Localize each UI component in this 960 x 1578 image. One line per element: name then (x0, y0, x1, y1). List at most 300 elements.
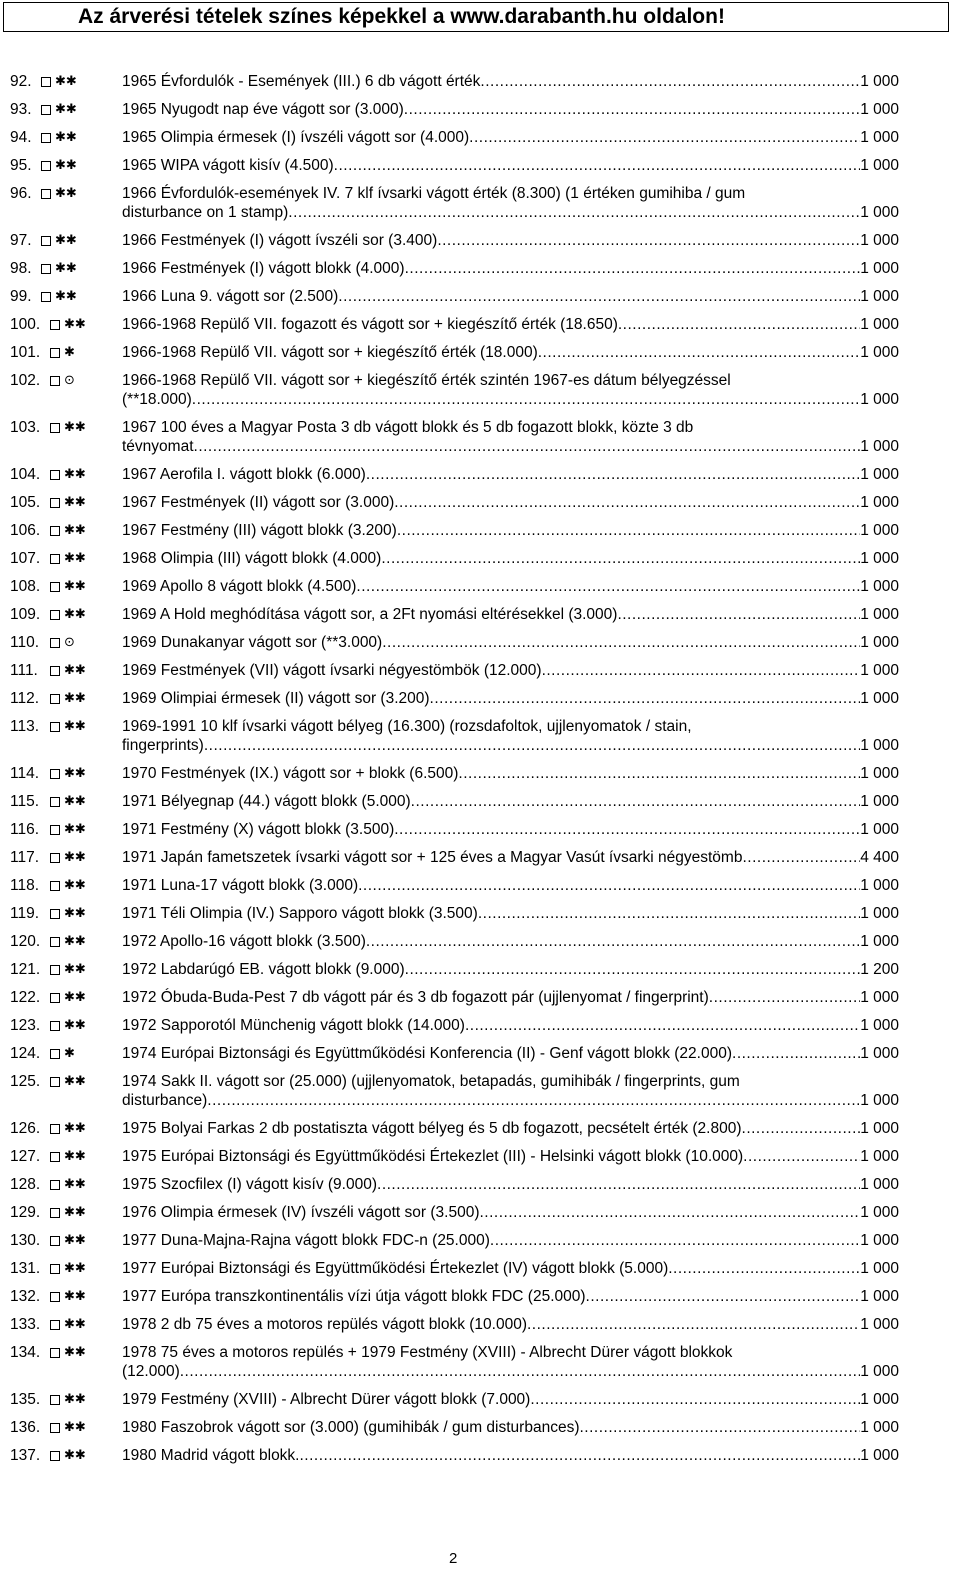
lot-description-text: 1977 Duna-Majna-Rajna vágott blokk FDC-n (25.000) (122, 1232, 490, 1249)
checkbox-square-icon (50, 526, 60, 536)
lot-price: 1 000 (860, 1363, 899, 1380)
lot-price: 1 000 (860, 1204, 899, 1221)
lot-item (0, 1442, 960, 1470)
dot-leader (180, 1362, 860, 1381)
lot-price: 1 000 (860, 1419, 899, 1436)
lot-description-text: 1965 WIPA vágott kisív (4.500) (122, 157, 334, 174)
lot-item (0, 1311, 960, 1339)
dot-leader (381, 549, 860, 568)
lot-description (122, 661, 899, 680)
lot-description-text: 1977 Európai Biztonsági és Együttműködési Értekezlet (IV) vágott blokk (5.000) (122, 1260, 669, 1277)
lot-description-text: 1971 Festmény (X) vágott blokk (3.500) (122, 821, 395, 838)
lot-description-text: 1966 Festmények (I) vágott blokk (4.000) (122, 260, 405, 277)
lot-description-text: tévnyomat (122, 438, 194, 455)
lot-description (122, 1418, 899, 1437)
lot-item (0, 124, 960, 152)
mint-asterisk-icon: ✱✱ (64, 420, 86, 435)
lot-description (122, 156, 899, 175)
lot-number: 131. (10, 1260, 41, 1277)
lot-number: 132. (10, 1288, 41, 1305)
lot-item (0, 283, 960, 311)
lot-item (0, 489, 960, 517)
lot-description (122, 1203, 899, 1222)
condition-marks (50, 876, 86, 895)
dot-leader (579, 1418, 860, 1437)
lot-item (0, 900, 960, 928)
checkbox-square-icon (50, 722, 60, 732)
lot-item (0, 1283, 960, 1311)
lot-number: 115. (10, 793, 40, 810)
lot-description (122, 988, 899, 1007)
lot-number: 100. (10, 316, 41, 333)
lot-price: 1 000 (860, 73, 899, 90)
lot-price: 1 000 (860, 1148, 899, 1165)
lot-description (122, 1016, 899, 1035)
lot-description-text: 1967 Aerofila I. vágott blokk (6.000) (122, 466, 366, 483)
lot-price: 1 000 (860, 1447, 899, 1464)
checkbox-square-icon (41, 133, 51, 143)
lot-description (122, 1446, 899, 1465)
mint-asterisk-icon: ✱✱ (64, 691, 86, 706)
checkbox-square-icon (50, 1320, 60, 1330)
mint-asterisk-icon: ✱✱ (64, 1345, 86, 1360)
dot-leader (480, 72, 860, 91)
lot-description-text: 1969 Dunakanyar vágott sor (**3.000) (122, 634, 383, 651)
mint-asterisk-icon: ✱✱ (64, 1233, 86, 1248)
lot-item (0, 844, 960, 872)
mint-asterisk-icon: ✱✱ (55, 289, 77, 304)
lot-description-text: 1967 Festmény (III) vágott blokk (3.200) (122, 522, 397, 539)
lot-number: 93. (10, 101, 32, 118)
lot-number: 99. (10, 288, 32, 305)
condition-marks (50, 1287, 86, 1306)
lot-description (122, 1390, 899, 1409)
condition-marks (50, 1175, 86, 1194)
lot-number: 101. (10, 344, 41, 361)
lot-price: 1 000 (860, 550, 899, 567)
condition-marks (50, 717, 86, 736)
lot-description-text: 1979 Festmény (XVIII) - Albrecht Dürer vágott blokk (7.000) (122, 1391, 531, 1408)
mint-asterisk-icon: ✱✱ (55, 130, 77, 145)
lot-description-text: 1969 Apollo 8 vágott blokk (4.500) (122, 578, 357, 595)
condition-marks (50, 521, 86, 540)
lot-description (122, 465, 899, 484)
lot-description (122, 100, 899, 119)
mint-asterisk-icon: ✱✱ (64, 1448, 86, 1463)
lot-description-text: 1975 Szocfilex (I) vágott kisív (9.000) (122, 1176, 378, 1193)
lot-item (0, 1339, 960, 1386)
checkbox-square-icon (41, 189, 51, 199)
condition-marks (50, 1147, 86, 1166)
dot-leader (542, 661, 861, 680)
lot-item (0, 984, 960, 1012)
lot-description (122, 1287, 899, 1306)
dot-leader (382, 633, 860, 652)
lot-description-text: 1970 Festmények (IX.) vágott sor + blokk (6.500) (122, 765, 459, 782)
lot-item (0, 414, 960, 461)
condition-marks (41, 287, 77, 306)
dot-leader (377, 1175, 860, 1194)
dot-leader (430, 689, 861, 708)
mint-asterisk-icon: ✱✱ (64, 467, 86, 482)
dot-leader (204, 736, 860, 755)
lot-description-text: 1980 Madrid vágott blokk. (122, 1447, 300, 1464)
checkbox-square-icon (50, 769, 60, 779)
dot-leader (405, 960, 861, 979)
lot-number: 124. (10, 1045, 41, 1062)
lot-number: 104. (10, 466, 41, 483)
condition-marks (50, 315, 86, 334)
mint-asterisk-icon: ✱✱ (64, 1205, 86, 1220)
lot-item (0, 68, 960, 96)
lot-description-text: 1980 Faszobrok vágott sor (3.000) (gumihibák / gum disturbances) (122, 1419, 580, 1436)
dot-leader (192, 390, 860, 409)
lot-description (122, 1044, 899, 1063)
checkbox-square-icon (50, 470, 60, 480)
dot-leader (530, 1390, 860, 1409)
dot-leader (743, 1147, 860, 1166)
condition-marks (41, 100, 77, 119)
lot-description-text: 1977 Európa transzkontinentális vízi útja vágott blokk FDC (25.000) (122, 1288, 586, 1305)
lot-price: 1 000 (860, 1288, 899, 1305)
lot-description (122, 315, 899, 334)
lot-description-text: 1965 Nyugodt nap éve vágott sor (3.000) (122, 101, 404, 118)
page-header-banner (3, 2, 949, 32)
dot-leader (465, 1016, 860, 1035)
lot-description (122, 259, 899, 278)
lot-description-text: 1978 75 éves a motoros repülés + 1979 Festmény (XVIII) - Albrecht Dürer vágott blokkok (122, 1344, 733, 1361)
dot-leader (338, 287, 860, 306)
dot-leader (478, 904, 860, 923)
checkbox-square-icon (50, 993, 60, 1003)
lot-description-text: 1969 A Hold meghódítása vágott sor, a 2Ft nyomási eltérésekkel (3.000) (122, 606, 618, 623)
dot-leader (458, 764, 860, 783)
lot-price: 1 000 (860, 634, 899, 651)
lot-description (122, 184, 899, 222)
lot-number: 113. (10, 718, 40, 735)
condition-marks (50, 1231, 86, 1250)
dot-leader (469, 128, 860, 147)
lot-price: 1 000 (860, 1316, 899, 1333)
condition-marks (41, 259, 77, 278)
lot-description (122, 1231, 899, 1250)
lot-price: 1 000 (860, 344, 899, 361)
lot-price: 1 000 (860, 877, 899, 894)
mint-asterisk-icon: ✱✱ (64, 1177, 86, 1192)
lot-price: 1 000 (860, 821, 899, 838)
lot-number: 97. (10, 232, 32, 249)
condition-marks (50, 1418, 86, 1437)
lot-number: 111. (10, 662, 38, 679)
mint-asterisk-icon: ✱ (64, 345, 75, 360)
condition-marks (41, 72, 77, 91)
checkbox-square-icon (50, 853, 60, 863)
mint-asterisk-icon: ✱✱ (64, 934, 86, 949)
condition-marks (41, 128, 77, 147)
condition-marks (50, 661, 86, 680)
lot-item (0, 180, 960, 227)
lot-description (122, 493, 899, 512)
lot-description-text: 1965 Évfordulók - Események (III.) 6 db vágott érték (122, 73, 481, 90)
checkbox-square-icon (50, 1077, 60, 1087)
lot-price: 1 000 (860, 1391, 899, 1408)
dot-leader (394, 820, 860, 839)
lot-price: 1 000 (860, 1092, 899, 1109)
checkbox-square-icon (50, 909, 60, 919)
lot-price: 1 000 (860, 737, 899, 754)
lot-item (0, 1227, 960, 1255)
lot-item (0, 685, 960, 713)
condition-marks (50, 1072, 86, 1091)
lot-price: 1 000 (860, 662, 899, 679)
condition-marks (41, 231, 77, 250)
mint-asterisk-icon: ✱✱ (64, 962, 86, 977)
checkbox-square-icon (50, 320, 60, 330)
lot-item (0, 227, 960, 255)
lot-item (0, 601, 960, 629)
page-number: 2 (449, 1550, 458, 1567)
lot-description-text: 1967 Festmények (II) vágott sor (3.000) (122, 494, 395, 511)
lot-item (0, 657, 960, 685)
lot-description (122, 848, 899, 867)
lot-price: 1 000 (860, 522, 899, 539)
lot-number: 105. (10, 494, 41, 511)
lot-price: 1 000 (860, 1260, 899, 1277)
lot-price: 1 000 (860, 989, 899, 1006)
checkbox-square-icon (50, 965, 60, 975)
lot-item (0, 1068, 960, 1115)
lot-item (0, 713, 960, 760)
lot-description-text: 1971 Japán fametszetek ívsarki vágott sor + 125 éves a Magyar Vasút ívsarki négyestömb (122, 849, 743, 866)
lot-item (0, 1199, 960, 1227)
lot-item (0, 1115, 960, 1143)
condition-marks (50, 1446, 86, 1465)
lot-price: 1 000 (860, 1176, 899, 1193)
lot-description-text: 1972 Óbuda-Buda-Pest 7 db vágott pár és 3 db fogazott pár (ujjlenyomat / fingerprint) (122, 989, 709, 1006)
lot-item (0, 461, 960, 489)
checkbox-square-icon (50, 1236, 60, 1246)
lot-price: 1 000 (860, 1017, 899, 1034)
lot-description (122, 1343, 899, 1381)
checkbox-square-icon (50, 554, 60, 564)
lot-item (0, 545, 960, 573)
mint-asterisk-icon: ✱✱ (64, 1074, 86, 1089)
checkbox-square-icon (41, 105, 51, 115)
mint-asterisk-icon: ✱✱ (64, 1018, 86, 1033)
condition-marks (41, 156, 77, 175)
condition-marks (50, 1315, 86, 1334)
mint-asterisk-icon: ✱✱ (64, 906, 86, 921)
checkbox-square-icon (50, 881, 60, 891)
mint-asterisk-icon: ✱✱ (64, 551, 86, 566)
lot-description (122, 128, 899, 147)
lot-number: 121. (10, 961, 41, 978)
mint-asterisk-icon: ✱✱ (64, 1317, 86, 1332)
lot-item (0, 788, 960, 816)
dot-leader (394, 493, 860, 512)
lot-number: 94. (10, 129, 32, 146)
checkbox-square-icon (50, 582, 60, 592)
cancelled-stamp-icon: ⊙ (64, 635, 75, 650)
dot-leader (490, 1231, 860, 1250)
condition-marks (50, 418, 86, 437)
lot-description (122, 904, 899, 923)
lot-number: 92. (10, 73, 32, 90)
lot-number: 135. (10, 1391, 41, 1408)
checkbox-square-icon (50, 797, 60, 807)
condition-marks (50, 577, 86, 596)
dot-leader (405, 259, 861, 278)
checkbox-square-icon (41, 292, 51, 302)
dot-leader (732, 1044, 860, 1063)
dot-leader (709, 988, 860, 1007)
lot-description-text: (**18.000) (122, 391, 192, 408)
lot-description (122, 1072, 899, 1110)
condition-marks (50, 848, 86, 867)
lot-description-text: 1978 2 db 75 éves a motoros repülés vágott blokk (10.000) (122, 1316, 527, 1333)
dot-leader (742, 1119, 861, 1138)
condition-marks (41, 184, 77, 203)
lot-number: 117. (10, 849, 40, 866)
checkbox-square-icon (50, 638, 60, 648)
dot-leader (356, 577, 860, 596)
condition-marks (50, 493, 86, 512)
lot-description-text: 1976 Olimpia érmesek (IV) ívszéli vágott sor (3.500) (122, 1204, 480, 1221)
lot-number: 98. (10, 260, 32, 277)
lot-description-text: 1966 Festmények (I) vágott ívszéli sor (3.400) (122, 232, 438, 249)
mint-asterisk-icon: ✱✱ (64, 794, 86, 809)
lot-price: 4 400 (860, 849, 899, 866)
lot-number: 123. (10, 1017, 41, 1034)
checkbox-square-icon (50, 1348, 60, 1358)
condition-marks (50, 988, 86, 1007)
condition-marks (50, 1119, 86, 1138)
lot-description (122, 577, 899, 596)
dot-leader (668, 1259, 860, 1278)
lot-description (122, 521, 899, 540)
dot-leader (334, 156, 861, 175)
mint-asterisk-icon: ✱✱ (64, 822, 86, 837)
lot-number: 127. (10, 1148, 41, 1165)
lot-description-text: 1971 Téli Olimpia (IV.) Sapporo vágott blokk (3.500) (122, 905, 478, 922)
checkbox-square-icon (50, 1208, 60, 1218)
lot-price: 1 000 (860, 232, 899, 249)
lot-item (0, 339, 960, 367)
lot-item (0, 1386, 960, 1414)
checkbox-square-icon (41, 264, 51, 274)
dot-leader (480, 1203, 861, 1222)
lot-description-text: 1971 Luna-17 vágott blokk (3.000) (122, 877, 359, 894)
lot-item (0, 573, 960, 601)
lot-price: 1 000 (860, 204, 899, 221)
dot-leader (358, 876, 860, 895)
dot-leader (300, 1446, 861, 1465)
lot-description-text: 1969 Festmények (VII) vágott ívsarki négyestömbök (12.000) (122, 662, 542, 679)
condition-marks (50, 689, 86, 708)
lot-price: 1 000 (860, 606, 899, 623)
lot-description-text: 1974 Európai Biztonsági és Együttműködési Konferencia (II) - Genf vágott blokk (22.000) (122, 1045, 733, 1062)
checkbox-square-icon (50, 1152, 60, 1162)
lot-description (122, 605, 899, 624)
condition-marks (50, 1390, 86, 1409)
mint-asterisk-icon: ✱✱ (64, 317, 86, 332)
lot-description-text: 1972 Labdarúgó EB. vágott blokk (9.000) (122, 961, 405, 978)
lot-number: 136. (10, 1419, 41, 1436)
lot-description (122, 1147, 899, 1166)
lot-item (0, 629, 960, 657)
dot-leader (207, 1091, 860, 1110)
lot-description (122, 764, 899, 783)
lot-description (122, 418, 899, 456)
lot-number: 126. (10, 1120, 41, 1137)
lot-description-text: 1972 Sapporotól Münchenig vágott blokk (14.000) (122, 1017, 465, 1034)
lot-description-text: 1972 Apollo-16 vágott blokk (3.500) (122, 933, 366, 950)
condition-marks (50, 465, 86, 484)
condition-marks (50, 904, 86, 923)
condition-marks (50, 960, 86, 979)
dot-leader (366, 932, 860, 951)
lot-description-text: disturbance) (122, 1092, 208, 1109)
lot-description (122, 231, 899, 250)
lot-number: 107. (10, 550, 41, 567)
lot-item (0, 928, 960, 956)
lot-description (122, 633, 899, 652)
condition-marks (50, 371, 75, 390)
checkbox-square-icon (50, 825, 60, 835)
lot-number: 102. (10, 372, 41, 389)
lot-price: 1 000 (860, 905, 899, 922)
checkbox-square-icon (50, 498, 60, 508)
lot-number: 114. (10, 765, 40, 782)
lot-description (122, 1259, 899, 1278)
lot-description-text: 1969 Olimpiai érmesek (II) vágott sor (3.200) (122, 690, 430, 707)
checkbox-square-icon (50, 937, 60, 947)
condition-marks (50, 1259, 86, 1278)
lot-price: 1 000 (860, 1232, 899, 1249)
lot-item (0, 1012, 960, 1040)
lot-number: 112. (10, 690, 40, 707)
mint-asterisk-icon: ✱✱ (64, 1261, 86, 1276)
lot-item (0, 517, 960, 545)
lot-number: 133. (10, 1316, 41, 1333)
condition-marks (50, 343, 75, 362)
lot-number: 118. (10, 877, 40, 894)
condition-marks (50, 1343, 86, 1362)
mint-asterisk-icon: ✱✱ (64, 523, 86, 538)
checkbox-square-icon (50, 1451, 60, 1461)
lot-description (122, 876, 899, 895)
dot-leader (527, 1315, 860, 1334)
lot-number: 109. (10, 606, 41, 623)
lot-number: 119. (10, 905, 40, 922)
lot-description-text: 1966-1968 Repülő VII. vágott sor + kiegészítő érték szintén 1967-es dátum bélyegzéssel (122, 372, 731, 389)
lot-price: 1 000 (860, 494, 899, 511)
lot-list (0, 68, 960, 1470)
lot-description-text: 1971 Bélyegnap (44.) vágott blokk (5.000) (122, 793, 411, 810)
lot-item (0, 96, 960, 124)
lot-number: 108. (10, 578, 41, 595)
dot-leader (586, 1287, 861, 1306)
mint-asterisk-icon: ✱✱ (64, 495, 86, 510)
lot-description (122, 932, 899, 951)
header-title: Az árverési tételek színes képekkel a www.darabanth.hu oldalon! (78, 5, 725, 28)
dot-leader (437, 231, 860, 250)
checkbox-square-icon (50, 610, 60, 620)
lot-item (0, 255, 960, 283)
lot-number: 134. (10, 1344, 41, 1361)
condition-marks (50, 633, 75, 652)
lot-item (0, 1040, 960, 1068)
